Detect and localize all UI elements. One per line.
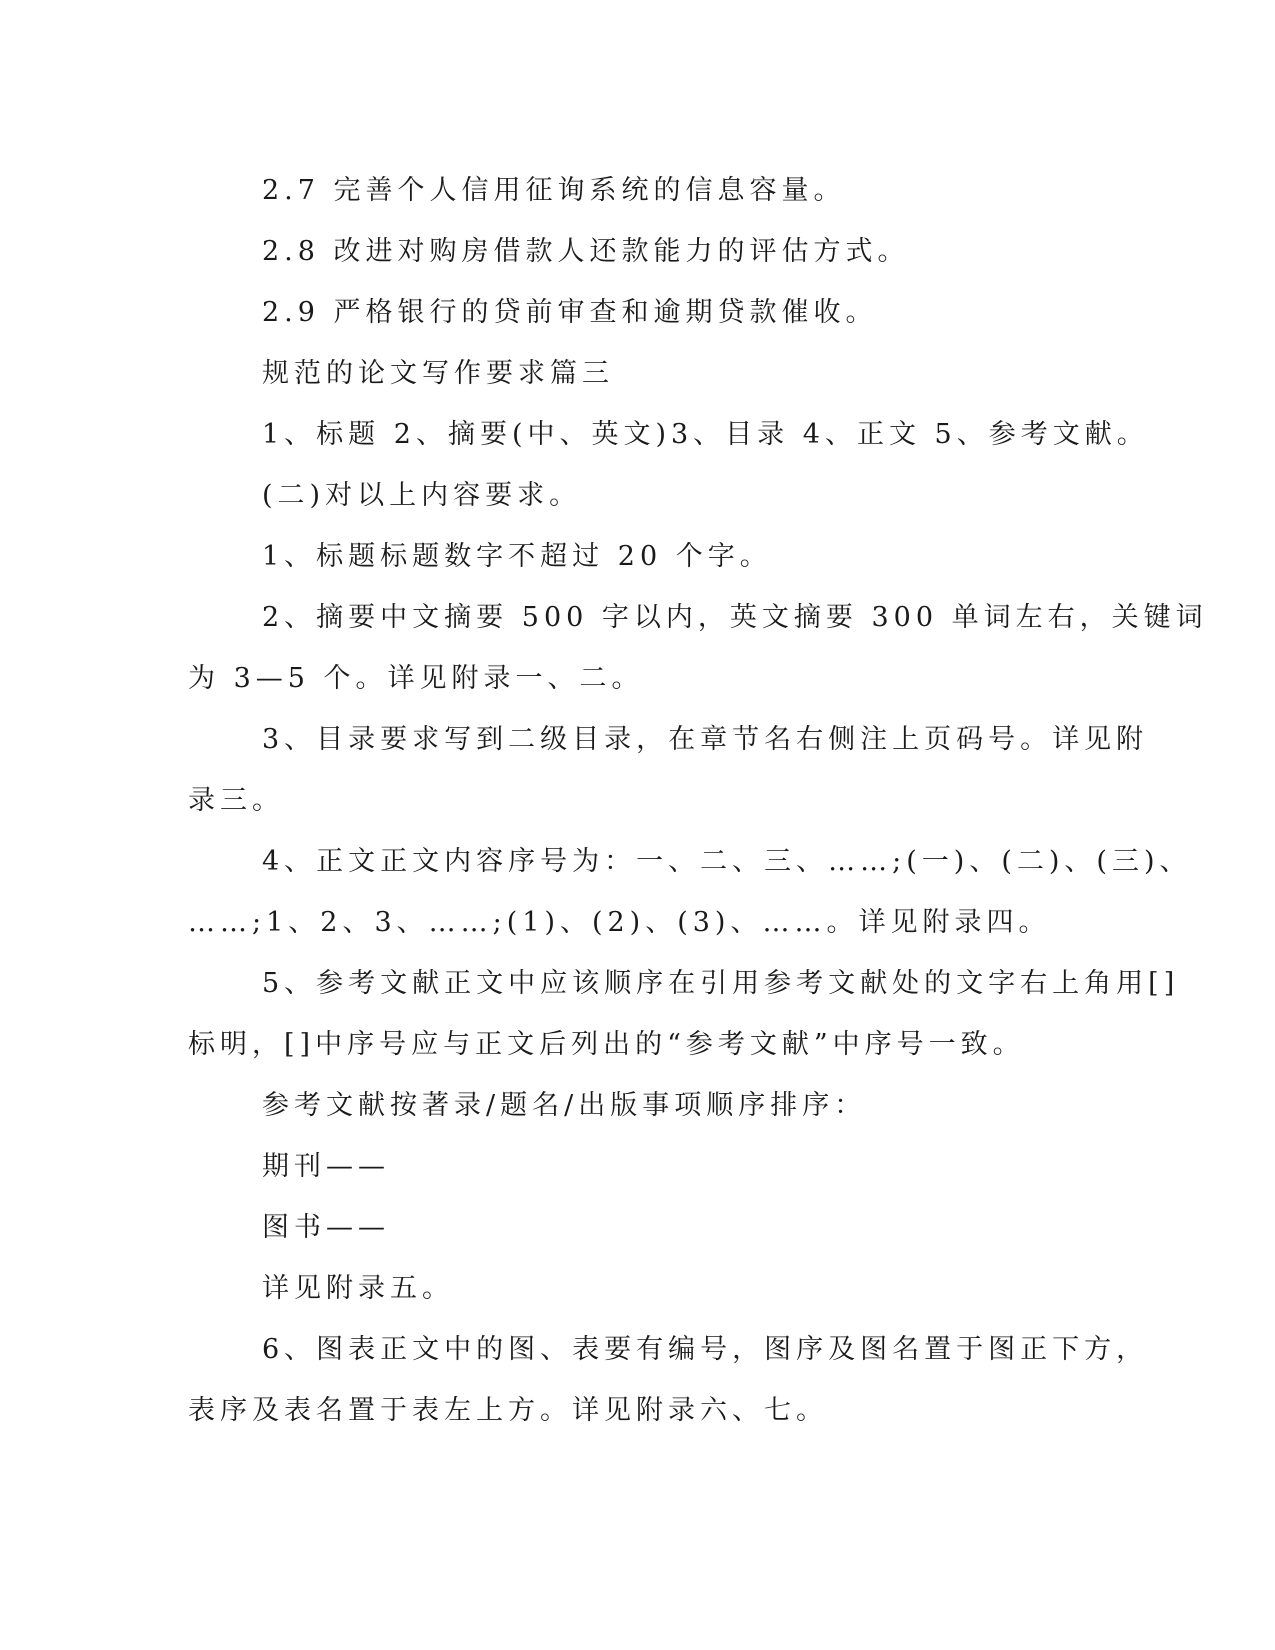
text-line: 1、标题标题数字不超过 20 个字。 [262, 541, 772, 572]
section-heading: 规范的论文写作要求篇三 [262, 358, 614, 389]
text-line: 详见附录五。 [262, 1273, 454, 1304]
text-line: 2、摘要中文摘要 500 字以内，英文摘要 300 单词左右，关键词 [262, 602, 1208, 633]
text-line: 2.8 改进对购房借款人还款能力的评估方式。 [262, 236, 910, 267]
text-line: 标明，[]中序号应与正文后列出的“参考文献”中序号一致。 [188, 1029, 1025, 1060]
text-line: 图书—— [262, 1212, 390, 1243]
text-line: 6、图表正文中的图、表要有编号，图序及图名置于图正下方， [262, 1334, 1149, 1365]
text-line: 参考文献按著录/题名/出版事项顺序排序： [262, 1090, 867, 1121]
text-line: 2.9 严格银行的贷前审查和逾期贷款催收。 [262, 297, 878, 328]
text-line: 录三。 [188, 785, 284, 816]
text-line: (二)对以上内容要求。 [262, 480, 582, 511]
text-line: 5、参考文献正文中应该顺序在引用参考文献处的文字右上角用[] [262, 968, 1180, 999]
text-line: 为 3—5 个。详见附录一、二。 [188, 663, 644, 694]
text-line: 1、标题 2、摘要(中、英文)3、目录 4、正文 5、参考文献。 [262, 419, 1149, 450]
text-line: 期刊—— [262, 1151, 390, 1182]
text-line: ……;1、2、3、……;(1)、(2)、(3)、……。详见附录四。 [188, 907, 1051, 938]
document-body [188, 160, 1208, 1441]
text-line: 4、正文正文内容序号为：一、二、三、……;(一)、(二)、(三)、 [262, 846, 1192, 877]
text-line: 2.7 完善个人信用征询系统的信息容量。 [262, 175, 846, 206]
text-line: 3、目录要求写到二级目录，在章节名右侧注上页码号。详见附 [262, 724, 1149, 755]
text-line: 表序及表名置于表左上方。详见附录六、七。 [188, 1395, 828, 1426]
